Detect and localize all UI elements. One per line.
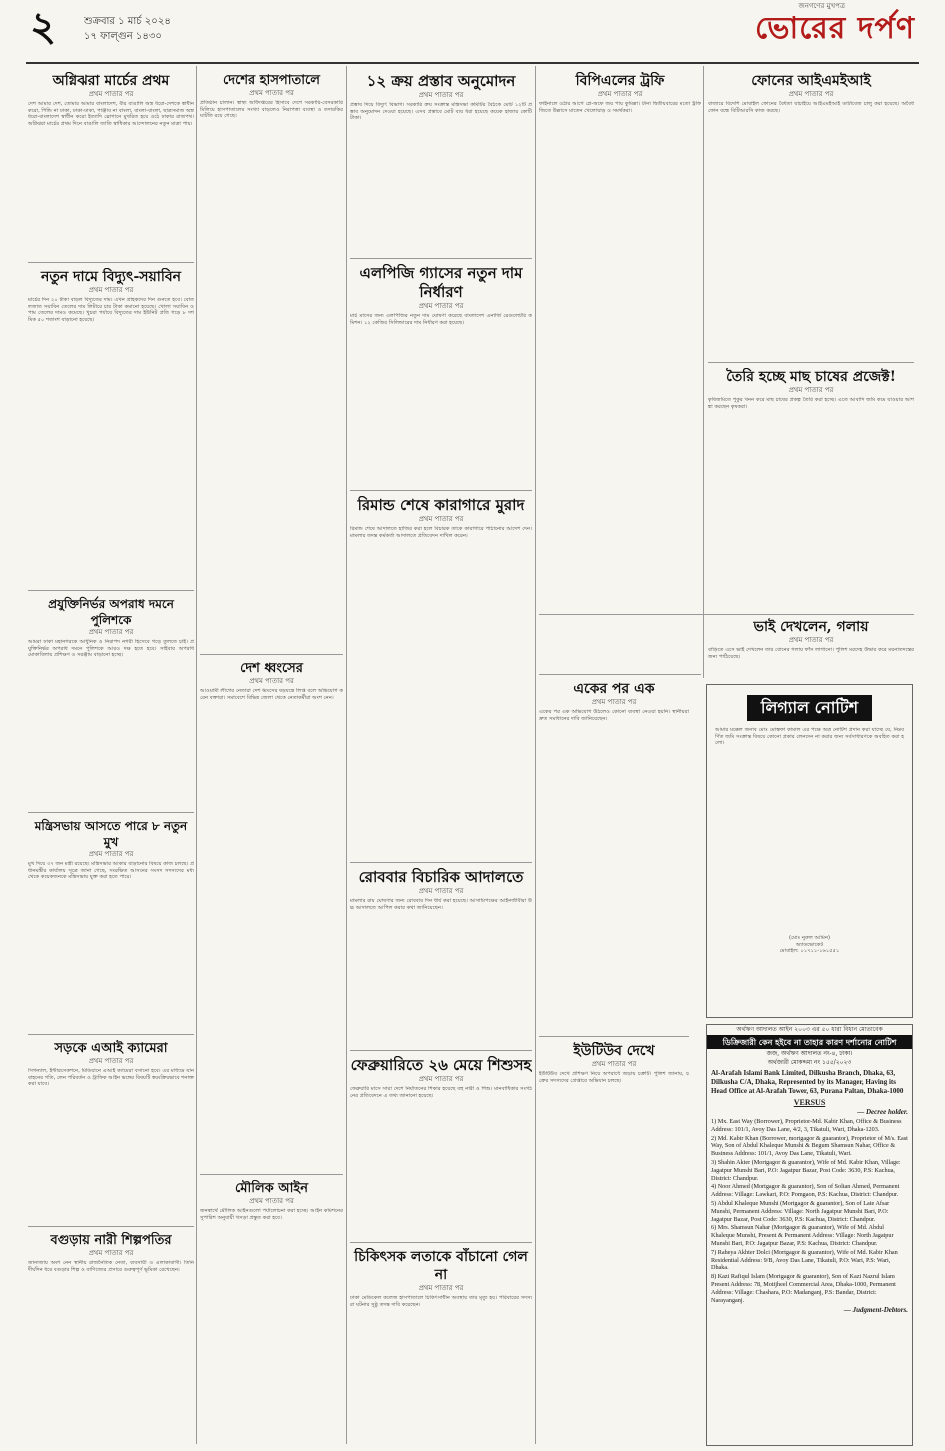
article-divider xyxy=(350,1050,532,1051)
article-headline: একের পর এক xyxy=(573,681,655,697)
article-headline: তৈরি হচ্ছে মাছ চাষের প্রজেক্ট! xyxy=(726,369,896,385)
article-continued: প্রথম পাতার পর xyxy=(88,1057,134,1065)
legal-notice-title: লিগ্যাল নোটিশ xyxy=(747,695,872,721)
article-headline: রোববার বিচারিক আদালতে xyxy=(358,868,524,886)
article-body: মার্চ মাসের জন্য এলপিজির নতুন দাম ঘোষণা করেছে বাংলাদেশ এনার্জি রেগুলেটরি কমিশন। ১২ কেজির সিলিন্ডারের দাম নির্ধারণ করা হয়েছে। xyxy=(350,313,532,326)
article xyxy=(200,660,343,1168)
court-notice xyxy=(706,1024,913,1446)
logo-tagline: জনগণের মুখপত্র xyxy=(798,2,845,10)
article-divider xyxy=(539,674,701,675)
legal-notice-role: অ্যাডভোকেট xyxy=(795,941,824,948)
article xyxy=(28,72,194,258)
column-rule xyxy=(346,66,347,1444)
article-body: ফেব্রুয়ারি মাসে সারা দেশে নির্যাতনের শিকার হয়েছে বহু নারী ও শিশু। মানবাধিকার সংগঠনের প্রতিবেদনে এ তথ্য জানানো হয়েছে। xyxy=(350,1086,532,1099)
article xyxy=(28,268,194,584)
article-body: জনস্বার্থে মৌলিক আইনগুলো পর্যালোচনা করা হচ্ছে। আইন কমিশনের সুপারিশ অনুযায়ী খসড়া প্রস্তুত করা হবে। xyxy=(200,1208,343,1221)
article-divider xyxy=(539,1036,689,1037)
article-body: ইউটিউব দেখে প্রশিক্ষণ নিয়ে অপরাধে জড়ায় চক্রটি। পুলিশ জানায়, চক্রের সদস্যদের গ্রেপ্তারে অভিযান চলছে। xyxy=(539,1071,689,1084)
article-body: আওয়ামী লীগের নেতারা দেশ ধ্বংসের ষড়যন্ত্রে লিপ্ত বলে অভিযোগ করেন বক্তারা। সমাবেশে বিভিন্ন জেলা থেকে নেতাকর্মীরা অংশ নেন। xyxy=(200,688,343,701)
article xyxy=(350,868,532,1044)
article xyxy=(539,680,689,1030)
side-strip xyxy=(690,760,700,1010)
article-divider xyxy=(28,590,194,591)
decree-holder-label: — Decree holder. xyxy=(857,1108,908,1116)
article-headline: ফোনের আইএমইআই xyxy=(751,73,871,89)
article-headline: বগুড়ায় নারী শিল্পপতির xyxy=(50,1233,172,1248)
defendant-entry: 7) Raheya Akhter Dolci (Mortgagor & guarantor), Wife of Md. Kabir Khan Residential Address: 9/B, Avoy Das Lane, Tikatuli, P.O: Wari, P.S: Wari, Dhaka. xyxy=(711,1248,898,1272)
article xyxy=(539,72,701,668)
logo-name: ভোরের দর্পণ xyxy=(755,11,915,46)
article-headline: দেশের হাসপাতালে xyxy=(223,73,320,88)
article-headline: ১২ ক্রয় প্রস্তাব অনুমোদন xyxy=(366,72,516,90)
legal-notice xyxy=(706,684,913,1018)
article xyxy=(708,72,914,356)
article-headline: দেশ ধ্বংসের xyxy=(240,661,303,676)
defendant-entry: 8) Kazi Rafiqul Islam (Mortgagor & guarantor), Son of Kazi Nazrul Islam Present Address: 78, Motijheel Commercial Area, Dhaka-1000, Permanent Address: Village: Chashara, P.O: Madanganj, P.S: Bandar, District: Narayanganj. xyxy=(711,1273,896,1304)
article-divider xyxy=(350,490,532,491)
article xyxy=(350,72,532,252)
judgment-debtors-label: — Judgment-Debtors. xyxy=(843,1306,908,1315)
article-continued: প্রথম পাতার পর xyxy=(418,1284,464,1292)
date-line xyxy=(84,14,171,44)
article-continued: প্রথম পাতার পর xyxy=(249,1197,294,1205)
article-continued: প্রথম পাতার পর xyxy=(88,286,134,294)
article-body: ঢাকা মেডিকেল কলেজ হাসপাতালে চিকিৎসাধীন অবস্থায় তার মৃত্যু হয়। পরিবারের সদস্যরা ঘটনার সুষ্ঠু তদন্ত দাবি করেছেন। xyxy=(350,1295,532,1308)
article-continued: প্রথম পাতার পর xyxy=(597,90,643,98)
article-headline: বিপিএলের ট্রফি xyxy=(575,73,665,89)
article-headline: চিকিৎসক লতাকে বাঁচানো গেল না xyxy=(354,1249,528,1283)
article-body: জানাজায় অংশ নেন স্থানীয় রাজনৈতিক নেতা, ব্যবসায়ী ও এলাকাবাসী। তিনি দীর্ঘদিন ধরে বগুড়ার শিল্প ও বাণিজ্যের প্রসারে গুরুত্বপূর্ণ ভূমিকা রেখেছেন। xyxy=(28,1260,194,1273)
article-continued: প্রথম পাতার পর xyxy=(418,887,464,895)
defendant-entry: 3) Shahin Akter (Mortgagor & guarantor), Wife of Md. Kabir Khan, Village: Jagatpur Munshi Bari, P.O: Jagatpur Bazar, Post Code: 3630, P.S: Kachua, District: Chandpur. xyxy=(711,1158,901,1182)
article-divider xyxy=(350,1242,532,1243)
article xyxy=(200,1180,343,1444)
article xyxy=(708,368,914,608)
article-headline: নতুন দামে বিদ্যুৎ-সয়াবিন xyxy=(41,269,181,285)
legal-notice-body: আমার মক্কেল জনাব মোঃ মোস্তফা কামাল এর পক্ষে অত্র নোটিশ প্রদান করা যাচ্ছে যে, নিম্নবর্ণিত জমি সংক্রান্ত বিষয়ে কোনো প্রকার লেনদেন না করার জন্য সর্বসাধারণকে অবহিত করা হলো। xyxy=(715,727,904,747)
legal-notice-signature: (মোঃ নুরুল আমিন) xyxy=(788,935,831,941)
court-notice-band: ডিক্রিজারী কেন হইবে না তাহার কারণ দর্শানোর নোটিশ xyxy=(707,1035,912,1049)
article-headline: প্রযুক্তিনির্ভর অপরাধ দমনে পুলিশকে xyxy=(48,597,174,627)
article-headline: ভাই দেখলেন, গলায় xyxy=(753,619,869,635)
article-body: বাড়িতে এসে ভাই দেখলেন তার বোনের গলায় ফাঁস লাগানো। পুলিশ মরদেহ উদ্ধার করে ময়নাতদন্তের জন্য পাঠিয়েছে। xyxy=(708,647,914,660)
article xyxy=(350,1056,532,1236)
article xyxy=(200,72,343,648)
article-headline: অগ্নিঝরা মার্চের প্রথম xyxy=(52,73,170,89)
article xyxy=(28,596,194,806)
case-number: অর্থজারী মোকদ্দমা নং ১৫৫/২০২৩ xyxy=(767,1059,852,1066)
defendant-entry: 5) Abdul Khaleque Munshi (Mortgagor & guarantor), Son of Late Afsar Munshi, Permanent Address: Village: North Jagatpur Munshi Bari, P.O: Jagatpur Bazar, Post Code: 3630, P.S: Kachua, District: Chandpur. xyxy=(711,1199,890,1223)
article xyxy=(28,818,194,1028)
article-divider xyxy=(28,1034,194,1035)
article-continued: প্রথম পাতার পর xyxy=(591,1060,637,1068)
gregorian-date: শুক্রবার ১ মার্চ ২০২৪ xyxy=(84,16,171,27)
article-continued: প্রথম পাতার পর xyxy=(418,302,464,310)
article xyxy=(350,496,532,856)
article xyxy=(708,618,914,680)
article-body: মুখ দিয়ে ৩৭ জন মন্ত্রী রয়েছে। মন্ত্রিসভার আকার বাড়ানোর বিষয়ে কাজ চলছে। প্রধানমন্ত্রীর কার্যালয় সূত্রে জানা গেছে, সংরক্ষিত আসনের সংসদ সদস্যদের মধ্য থেকে কয়েকজনকে মন্ত্রিসভায় যুক্ত করা হতে পারে। xyxy=(28,861,194,881)
article-headline: মৌলিক আইন xyxy=(235,1181,308,1196)
versus-label: VERSUS xyxy=(793,1098,826,1107)
newspaper-logo xyxy=(755,2,915,47)
article-continued: প্রথম পাতার পর xyxy=(788,90,834,98)
article-continued: প্রথম পাতার পর xyxy=(788,636,834,644)
article xyxy=(28,1040,194,1220)
article-divider xyxy=(28,1226,194,1227)
article-continued: প্রথম পাতার পর xyxy=(788,386,834,394)
article-continued: প্রথম পাতার পর xyxy=(418,91,464,99)
column-rule xyxy=(196,66,197,1444)
article xyxy=(28,1232,194,1444)
article-body: সিগন্যাল, ইন্টারসেকশনে, মিডিয়ানে এআই ক্যামেরা বসানো হবে। এর মাধ্যমে যানবাহনের গতি, লেন পরিবর্তন ও ট্রাফিক আইন ভঙ্গের বিষয়টি স্বয়ংক্রিয়ভাবে শনাক্ত করা যাবে। xyxy=(28,1068,194,1088)
article-continued: প্রথম পাতার পর xyxy=(88,1249,134,1257)
article-headline: ফেব্রুয়ারিতে ২৬ মেয়ে শিশুসহ xyxy=(350,1056,532,1074)
defendant-entry: 2) Md. Kabir Khan (Borrower, mortgagor & guarantor), Proprietor of M/s. East Way, Son of Abdul Khaleque Munshi & Begum Shamsun Nahar, Office & Business Address: 101/1, Avoy Das Lane, Tikatuli, Wari. xyxy=(711,1134,908,1158)
article xyxy=(350,1248,532,1444)
article-continued: প্রথম পাতার পর xyxy=(418,1075,464,1083)
article xyxy=(539,1042,689,1444)
column-rule xyxy=(535,66,536,1444)
article-body: প্রতিষ্ঠান চালান। স্বাস্থ্য অধিদপ্তরের হিসাবে দেশে সরকারি-বেসরকারি মিলিয়ে হাসপাতালের সংখ্যা বাড়লেও নিরাপত্তা ব্যবস্থা ও তদারকির ঘাটতি রয়ে গেছে। xyxy=(200,100,343,120)
article-continued: প্রথম পাতার পর xyxy=(249,677,294,685)
masthead xyxy=(26,0,919,62)
article-continued: প্রথম পাতার পর xyxy=(418,515,464,523)
article-body: প্রস্তাব দিয়ে বিদ্যুৎ বিভাগ। সরকারি ক্রয় সংক্রান্ত মন্ত্রিসভা কমিটির বৈঠকে মোট ১২টি প্রস্তাব অনুমোদন দেওয়া হয়েছে। এসব প্রস্তাবে মোট ব্যয় ধরা হয়েছে কয়েক হাজার কোটি টাকা। xyxy=(350,102,532,122)
article-body: ফাইনালে ওঠার আগে প্লে-অফে জয় পায় কুমিল্লা। টানা দ্বিতীয়বারের মতো ট্রফি জিতে উল্লাসে মাতেন খেলোয়াড় ও সমর্থকরা। xyxy=(539,101,701,114)
page-number: ২ xyxy=(30,3,57,50)
article-divider xyxy=(350,862,532,863)
masthead-rule xyxy=(26,62,919,64)
article-headline: এলপিজি গ্যাসের নতুন দাম নির্ধারণ xyxy=(359,264,523,301)
article-body: কৃষিজমিতে পুকুর খনন করে মাছ চাষের প্রকল্প তৈরি করা হচ্ছে। এতে আবাদি জমি কমে যাওয়ার আশঙ্কা করছেন কৃষকরা। xyxy=(708,397,914,410)
defendant-list xyxy=(707,1117,912,1306)
article-continued: প্রথম পাতার পর xyxy=(591,698,637,706)
article-divider xyxy=(28,262,194,263)
article-continued: প্রথম পাতার পর xyxy=(88,850,134,858)
defendant-entry: 4) Noor Ahmed (Mortgagor & guarantor), Son of Soltan Ahmed, Permanent Address: Village: Lawkari, P.O: Pomgaon, P.S: Kachua, District: Chandpur. xyxy=(711,1183,900,1199)
article-continued: প্রথম পাতার পর xyxy=(88,90,134,98)
article-divider xyxy=(200,1174,343,1175)
article-continued: প্রথম পাতার পর xyxy=(249,89,294,97)
article-headline: ইউটিউব দেখে xyxy=(573,1043,655,1059)
article-divider xyxy=(539,614,914,615)
court-notice-header: অর্থঋণ আদালত আইন ২০০৩ এর ৫০ ধারা বিধান মোতাবেক xyxy=(736,1026,883,1033)
court-name: জজ, অর্থঋণ আদালত নং-৪, ঢাকা। xyxy=(766,1050,853,1057)
plaintiff-text: Al-Arafah Islami Bank Limited, Dilkusha Branch, Dhaka, 63, Dilkusha C/A, Dhaka, Represented by its Manager, Having its Head Office at Al-Arafah Tower, 63, Purana Paltan, Dhaka-1000 xyxy=(711,1069,904,1095)
article-headline: মন্ত্রিসভায় আসতে পারে ৮ নতুন মুখ xyxy=(34,819,188,849)
defendant-entry: 6) Mrs. Shamsun Nahar (Mortgagor & guarantor), Wife of Md. Abdul Khaleque Munshi, Present & Permanent Address: Village: North Jagatpur Munshi Bari, P.O: Jagatpur Bazar, P.S: Kachua, District: Chandpur. xyxy=(711,1224,894,1247)
column-rule xyxy=(703,66,704,678)
article xyxy=(350,264,532,484)
legal-notice-phone: মোবাইল: ০১৭১১-১৬১৫৫১ xyxy=(779,948,840,955)
article-headline: রিমান্ড শেষে কারাগারে মুরাদ xyxy=(357,496,525,514)
article-divider xyxy=(350,258,532,259)
defendant-entry: 1) Mx. East Way (Borrower), Proprietor-Md. Kabir Khan, Office & Business Address: 101/1, Avoy Das Lane, 4/2, 3, Tikatuli, Wari, Dhaka-1203. xyxy=(711,1118,902,1133)
article-headline: সড়কে এআই ক্যামেরা xyxy=(54,1041,168,1056)
article-divider xyxy=(28,812,194,813)
article-body: আমরা ঢাকা মহানগরকে আধুনিক ও নিরাপদ নগরী হিসেবে গড়ে তুলতে চাই। প্রযুক্তিনির্ভর অপরাধ দমনে পুলিশকে আরও দক্ষ হতে হবে। সাইবার অপরাধ মোকাবিলায় প্রশিক্ষণ ও সরঞ্জাম বাড়ানো হচ্ছে। xyxy=(28,639,194,659)
bengali-date: ১৭ ফাল্গুন ১৪৩০ xyxy=(84,31,162,42)
article-body: মামলার রায় ঘোষণার জন্য রোববার দিন ধার্য করা হয়েছে। আসামিপক্ষের আইনজীবীরা উচ্চ আদালতে আপিল করার কথা জানিয়েছেন। xyxy=(350,898,532,911)
article-body: দেশ আমার দেশ, তোমার আমার বাংলাদেশ, বীর বাঙালি অস্ত্র ধরো-দেশকে স্বাধীন করো, পিন্ডি না ঢাকা, ঢাকা-ঢাকা, পাঞ্জাব না বাংলা, বাংলা-বাংলা, ছাত্রসমাজ অস্ত্র ধরো-বাংলাদেশ স্বাধীন করো ইত্যাদি স্লোগানে মুখরিত হয়ে ওঠে ঢাকার রাজপথ। অগ্নিঝরা মার্চের প্রথম দিনে বাঙালি জাতি স্বাধিকার আন্দোলনের নতুন মাত্রা পায়। xyxy=(28,101,194,127)
article-body: মার্চের দিন ২০ টাকা বাড়ল বিদ্যুতের দাম। এখন গ্রাহকদের দিন গুনতে হবে। বোতলজাত সয়াবিন তেলের দাম লিটারে চার টাকা কমানো হয়েছে। খোলা সয়াবিন ও পাম তেলের দামও কমেছে। খুচরা পর্যায়ে বিদ্যুতের দাম ইউনিট প্রতি গড়ে ৮ দশমিক ৫০ শতাংশ বাড়ানো হয়েছে। xyxy=(28,297,194,323)
article-body: রিমান্ড শেষে আদালতে হাজির করা হলে বিচারক তাকে কারাগারে পাঠানোর আদেশ দেন। মামলার তদন্ত কর্মকর্তা আদালতে প্রতিবেদন দাখিল করেন। xyxy=(350,526,532,539)
article-body: বাজারে বিদেশি মোবাইল ফোনের বৈধতা যাচাইয়ে আইএমইআই ডাটাবেজ চালু করা হয়েছে। অবৈধ ফোন বন্ধে বিটিআরসি কাজ করছে। xyxy=(708,101,914,114)
article-divider xyxy=(708,362,914,363)
article-divider xyxy=(200,654,343,655)
article-continued: প্রথম পাতার পর xyxy=(88,628,134,636)
article-body: একের পর এক অভিযোগ উঠলেও কোনো ব্যবস্থা নেওয়া হয়নি। স্থানীয়রা দ্রুত সমাধানের দাবি জানিয়েছেন। xyxy=(539,709,689,722)
